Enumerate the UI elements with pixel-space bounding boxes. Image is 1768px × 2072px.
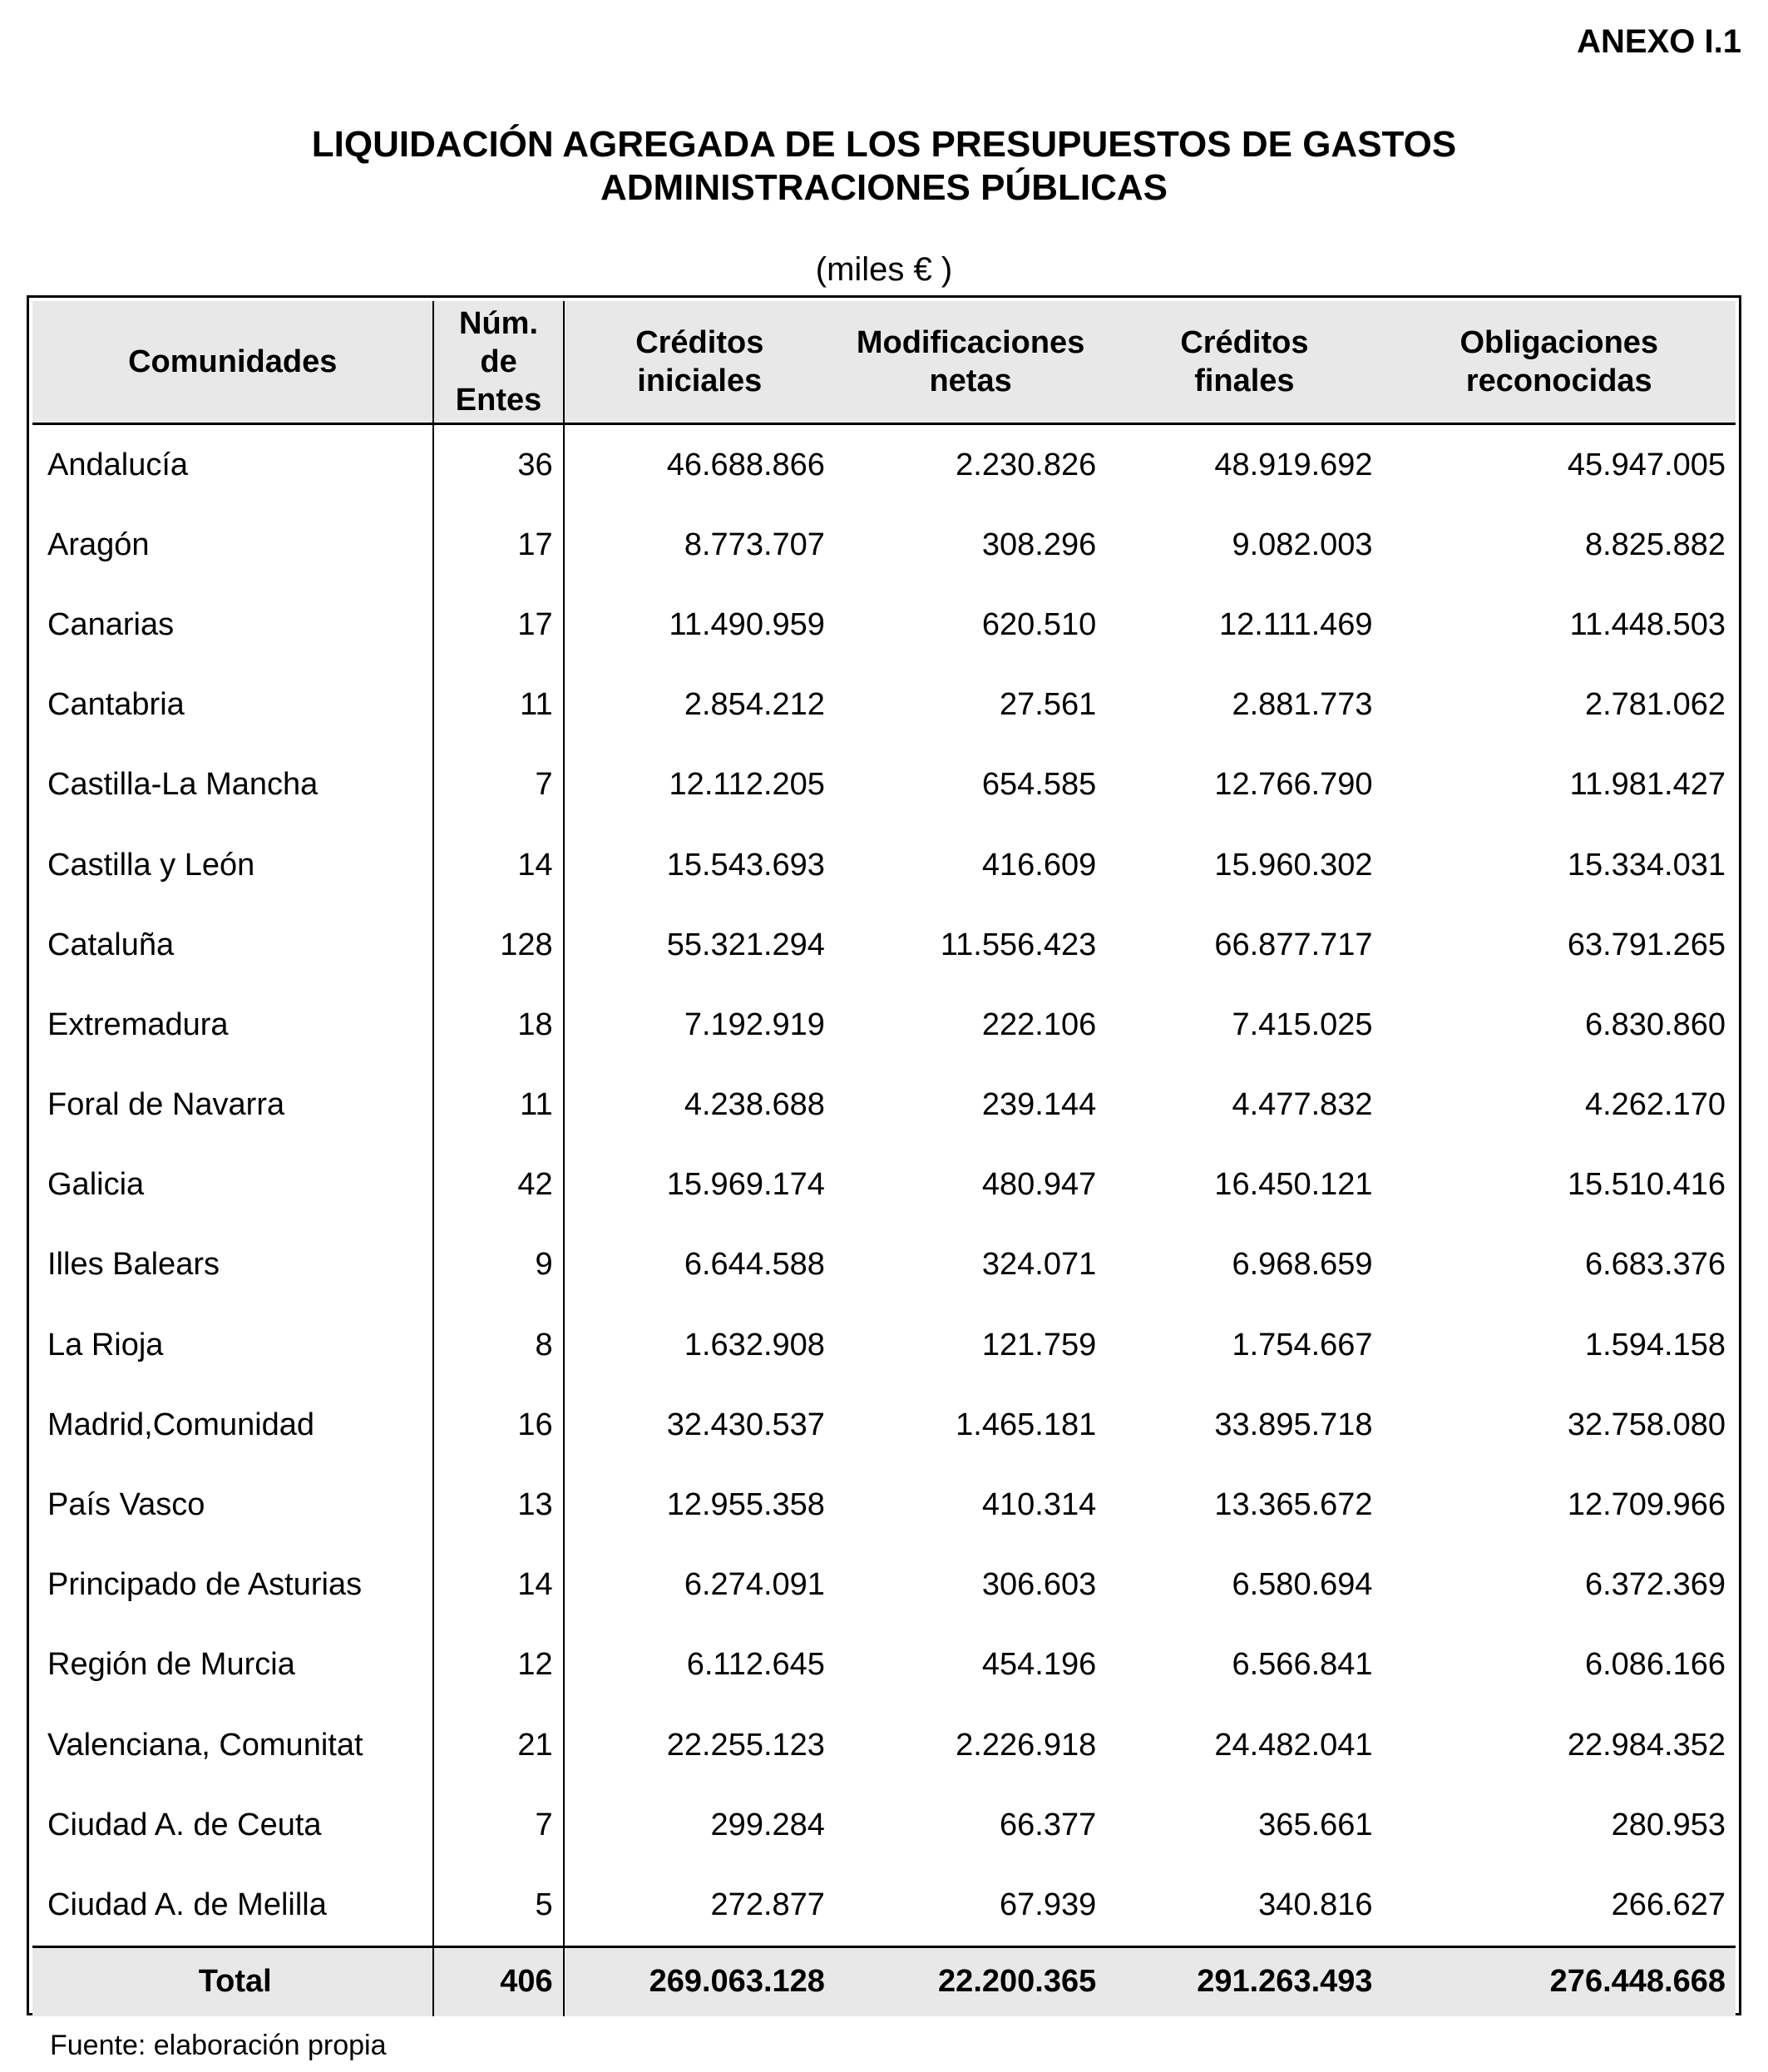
total-modificaciones-netas: 22.200.365: [835, 1946, 1106, 2016]
table-row: [32, 985, 1736, 1065]
cell-comunidad: Cantabria: [32, 665, 433, 745]
cell-creditos-finales: 48.919.692: [1214, 447, 1373, 482]
cell-creditos-iniciales: 6.112.645: [686, 1647, 825, 1683]
cell-num-entes: 36: [433, 424, 563, 506]
cell-comunidad: La Rioja: [32, 1305, 433, 1385]
cell-comunidad: Valenciana, Comunitat: [32, 1705, 433, 1785]
cell-creditos-iniciales: 6.274.091: [684, 1567, 825, 1603]
cell-num-entes: 17: [433, 505, 563, 585]
cell-creditos-finales: 12.111.469: [1219, 606, 1373, 642]
header-modificaciones-netas: Modificaciones netas: [835, 301, 1106, 424]
cell-creditos-iniciales: 12.955.358: [666, 1487, 825, 1523]
cell-comunidad: Aragón: [32, 505, 433, 585]
table-row: [32, 1705, 1736, 1785]
cell-obligaciones-reconocidas: 8.825.882: [1584, 527, 1726, 562]
cell-modificaciones-netas: 11.556.423: [940, 927, 1097, 962]
cell-creditos-iniciales: 11.490.959: [669, 606, 825, 642]
cell-comunidad: Madrid,Comunidad: [32, 1385, 433, 1465]
cell-comunidad: Illes Balears: [32, 1225, 433, 1305]
cell-modificaciones-netas: 222.106: [981, 1006, 1097, 1042]
cell-obligaciones-reconocidas: 15.510.416: [1567, 1167, 1726, 1203]
title-line-2: ADMINISTRACIONES PÚBLICAS: [600, 167, 1168, 208]
cell-num-entes: 7: [433, 1785, 563, 1865]
cell-modificaciones-netas: 654.585: [981, 767, 1097, 803]
cell-obligaciones-reconocidas: 6.086.166: [1584, 1647, 1726, 1683]
cell-comunidad: País Vasco: [32, 1465, 433, 1545]
cell-creditos-iniciales: 15.543.693: [666, 847, 825, 883]
table-row: [32, 1305, 1736, 1385]
table-row: [32, 424, 1736, 506]
cell-creditos-finales: 15.960.302: [1214, 847, 1373, 883]
total-row: [32, 1946, 1736, 2016]
cell-creditos-iniciales: 55.321.294: [666, 927, 825, 962]
cell-num-entes: 9: [433, 1225, 563, 1305]
cell-creditos-finales: 9.082.003: [1232, 527, 1373, 562]
table-row: [32, 1865, 1736, 1946]
cell-num-entes: 17: [433, 585, 563, 665]
cell-comunidad: Foral de Navarra: [32, 1066, 433, 1145]
cell-obligaciones-reconocidas: 32.758.080: [1567, 1407, 1726, 1442]
units-label: (miles € ): [815, 251, 953, 288]
cell-creditos-iniciales: 2.854.212: [684, 687, 825, 723]
cell-obligaciones-reconocidas: 6.683.376: [1584, 1247, 1726, 1283]
cell-creditos-finales: 66.877.717: [1214, 927, 1373, 962]
title-line-1: LIQUIDACIÓN AGREGADA DE LOS PRESUPUESTOS DE GASTOS: [311, 124, 1457, 165]
cell-num-entes: 18: [433, 985, 563, 1065]
cell-comunidad: Galicia: [32, 1145, 433, 1225]
cell-creditos-finales: 13.365.672: [1214, 1487, 1373, 1523]
cell-obligaciones-reconocidas: 11.981.427: [1569, 767, 1726, 803]
header-comunidades: Comunidades: [32, 301, 433, 424]
cell-modificaciones-netas: 2.230.826: [956, 447, 1097, 482]
table-row: [32, 1385, 1736, 1465]
cell-comunidad: Principado de Asturias: [32, 1545, 433, 1625]
cell-num-entes: 42: [433, 1145, 563, 1225]
cell-num-entes: 11: [433, 1066, 563, 1145]
table-row: [32, 825, 1736, 905]
table-row: [32, 1545, 1736, 1625]
cell-modificaciones-netas: 308.296: [981, 527, 1097, 562]
cell-modificaciones-netas: 306.603: [981, 1567, 1097, 1603]
cell-creditos-iniciales: 6.644.588: [684, 1247, 825, 1283]
cell-num-entes: 21: [433, 1705, 563, 1785]
cell-num-entes: 8: [433, 1305, 563, 1385]
cell-creditos-finales: 16.450.121: [1214, 1167, 1373, 1203]
total-obligaciones-reconocidas: 276.448.668: [1383, 1946, 1736, 2016]
cell-creditos-iniciales: 299.284: [710, 1807, 825, 1842]
cell-obligaciones-reconocidas: 2.781.062: [1584, 687, 1726, 723]
cell-num-entes: 14: [433, 1545, 563, 1625]
cell-creditos-finales: 2.881.773: [1232, 687, 1373, 723]
cell-modificaciones-netas: 324.071: [981, 1247, 1097, 1283]
cell-comunidad: Andalucía: [32, 424, 433, 506]
cell-comunidad: Cataluña: [32, 905, 433, 985]
cell-num-entes: 13: [433, 1465, 563, 1545]
header-obligaciones-reconocidas: Obligaciones reconocidas: [1383, 301, 1736, 424]
cell-creditos-finales: 7.415.025: [1232, 1006, 1373, 1042]
budget-table: [32, 301, 1736, 2016]
cell-obligaciones-reconocidas: 15.334.031: [1567, 847, 1726, 883]
cell-num-entes: 16: [433, 1385, 563, 1465]
cell-creditos-iniciales: 12.112.205: [669, 767, 825, 803]
cell-modificaciones-netas: 1.465.181: [956, 1407, 1097, 1442]
cell-creditos-finales: 33.895.718: [1214, 1407, 1373, 1442]
table-row: [32, 745, 1736, 825]
cell-creditos-finales: 24.482.041: [1214, 1727, 1373, 1763]
table-row: [32, 1625, 1736, 1705]
cell-obligaciones-reconocidas: 6.830.860: [1584, 1006, 1726, 1042]
table-row: [32, 1785, 1736, 1865]
cell-num-entes: 7: [433, 745, 563, 825]
cell-obligaciones-reconocidas: 45.947.005: [1567, 447, 1726, 482]
cell-modificaciones-netas: 480.947: [981, 1167, 1097, 1203]
cell-creditos-iniciales: 22.255.123: [666, 1727, 825, 1763]
table-row: [32, 905, 1736, 985]
cell-creditos-iniciales: 272.877: [710, 1887, 825, 1922]
cell-num-entes: 128: [433, 905, 563, 985]
cell-modificaciones-netas: 27.561: [1000, 687, 1097, 723]
source-note: Fuente: elaboración propia: [50, 2030, 387, 2061]
cell-modificaciones-netas: 67.939: [1000, 1887, 1097, 1922]
cell-creditos-iniciales: 7.192.919: [684, 1006, 825, 1042]
cell-creditos-finales: 6.566.841: [1232, 1647, 1373, 1683]
cell-obligaciones-reconocidas: 6.372.369: [1584, 1567, 1726, 1603]
cell-creditos-finales: 6.580.694: [1232, 1567, 1373, 1603]
header-creditos-finales: Créditos finales: [1106, 301, 1382, 424]
cell-creditos-finales: 4.477.832: [1232, 1087, 1373, 1123]
cell-comunidad: Extremadura: [32, 985, 433, 1065]
cell-obligaciones-reconocidas: 266.627: [1611, 1887, 1726, 1922]
table-row: [32, 1066, 1736, 1145]
cell-obligaciones-reconocidas: 12.709.966: [1567, 1487, 1726, 1523]
cell-modificaciones-netas: 2.226.918: [956, 1727, 1097, 1763]
cell-modificaciones-netas: 454.196: [981, 1647, 1097, 1683]
cell-obligaciones-reconocidas: 11.448.503: [1569, 606, 1726, 642]
table-body: [32, 424, 1736, 1947]
total-creditos-iniciales: 269.063.128: [564, 1946, 835, 2016]
cell-modificaciones-netas: 121.759: [981, 1327, 1097, 1362]
header-num-entes: Núm. de Entes: [433, 301, 563, 424]
cell-num-entes: 12: [433, 1625, 563, 1705]
table-frame: [27, 295, 1741, 2015]
cell-comunidad: Región de Murcia: [32, 1625, 433, 1705]
cell-num-entes: 14: [433, 825, 563, 905]
cell-modificaciones-netas: 410.314: [981, 1487, 1097, 1523]
cell-obligaciones-reconocidas: 63.791.265: [1567, 927, 1726, 962]
cell-creditos-iniciales: 32.430.537: [666, 1407, 825, 1442]
total-creditos-finales: 291.263.493: [1106, 1946, 1382, 2016]
cell-obligaciones-reconocidas: 280.953: [1611, 1807, 1726, 1842]
table-row: [32, 665, 1736, 745]
table-row: [32, 1145, 1736, 1225]
cell-num-entes: 5: [433, 1865, 563, 1946]
header-row: [32, 301, 1736, 424]
cell-creditos-iniciales: 8.773.707: [684, 527, 825, 562]
cell-creditos-iniciales: 46.688.866: [666, 447, 825, 482]
cell-obligaciones-reconocidas: 4.262.170: [1584, 1087, 1726, 1123]
cell-creditos-iniciales: 4.238.688: [684, 1087, 825, 1123]
cell-comunidad: Castilla y León: [32, 825, 433, 905]
cell-creditos-iniciales: 15.969.174: [666, 1167, 825, 1203]
cell-num-entes: 11: [433, 665, 563, 745]
cell-creditos-finales: 12.766.790: [1214, 767, 1373, 803]
cell-comunidad: Ciudad A. de Melilla: [32, 1865, 433, 1946]
cell-modificaciones-netas: 416.609: [981, 847, 1097, 883]
cell-modificaciones-netas: 239.144: [981, 1087, 1097, 1123]
cell-comunidad: Ciudad A. de Ceuta: [32, 1785, 433, 1865]
cell-creditos-finales: 1.754.667: [1232, 1327, 1373, 1362]
cell-modificaciones-netas: 620.510: [981, 606, 1097, 642]
cell-creditos-finales: 365.661: [1258, 1807, 1373, 1842]
table-row: [32, 585, 1736, 665]
total-label: Total: [32, 1946, 433, 2016]
cell-creditos-finales: 6.968.659: [1232, 1247, 1373, 1283]
total-num-entes: 406: [433, 1946, 563, 2016]
table-row: [32, 505, 1736, 585]
table-row: [32, 1225, 1736, 1305]
page-title: [0, 123, 1768, 210]
cell-comunidad: Castilla-La Mancha: [32, 745, 433, 825]
cell-modificaciones-netas: 66.377: [1000, 1807, 1097, 1842]
annex-label: ANEXO I.1: [1577, 23, 1741, 60]
cell-obligaciones-reconocidas: 1.594.158: [1584, 1327, 1726, 1362]
cell-creditos-finales: 340.816: [1258, 1887, 1373, 1922]
cell-obligaciones-reconocidas: 22.984.352: [1567, 1727, 1726, 1763]
header-creditos-iniciales: Créditos iniciales: [564, 301, 835, 424]
cell-creditos-iniciales: 1.632.908: [684, 1327, 825, 1362]
table-row: [32, 1465, 1736, 1545]
cell-comunidad: Canarias: [32, 585, 433, 665]
